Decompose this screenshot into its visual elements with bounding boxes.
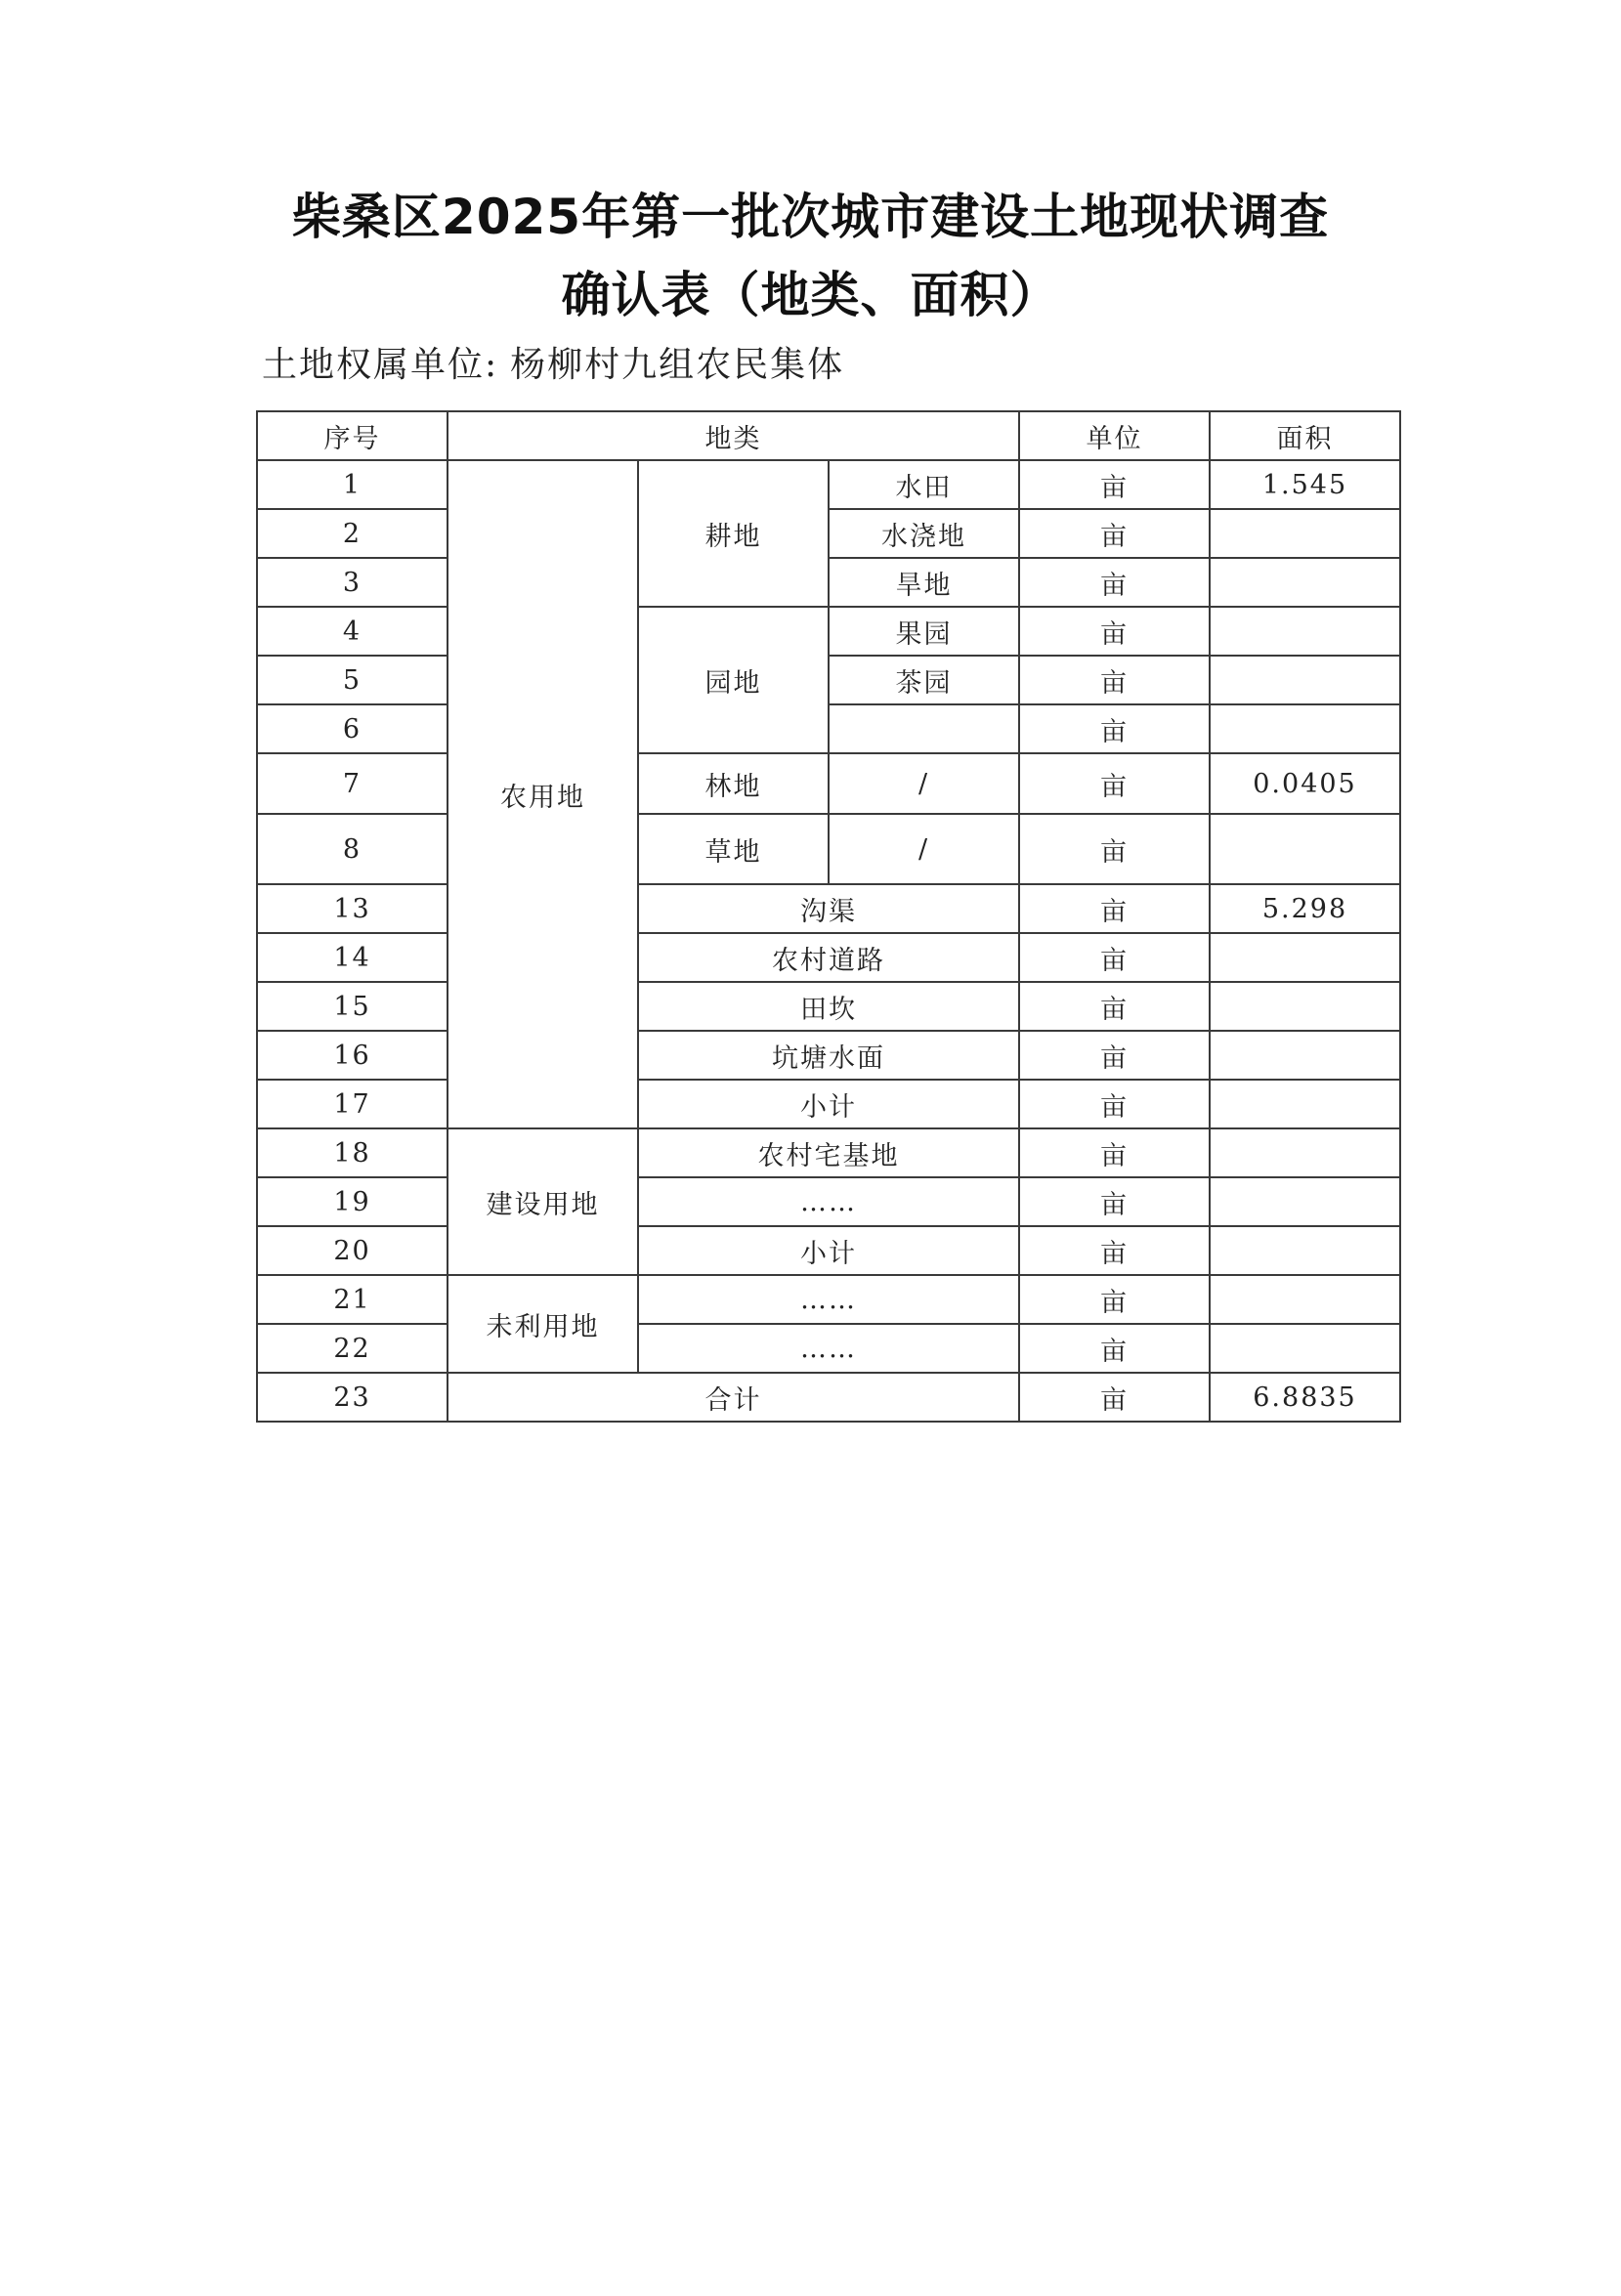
row-no: 18	[257, 1128, 448, 1177]
table-row-total	[257, 1373, 1400, 1422]
row-type: 小计	[638, 1080, 1019, 1128]
row-no: 16	[257, 1031, 448, 1080]
row-unit: 亩	[1019, 884, 1210, 933]
table-row	[257, 1177, 1400, 1226]
row-type: 农村道路	[638, 933, 1019, 982]
row-no: 14	[257, 933, 448, 982]
header-land-type: 地类	[448, 411, 1019, 460]
table-row	[257, 558, 1400, 607]
land-survey-table	[256, 410, 1401, 1423]
row-area	[1210, 1226, 1400, 1275]
row-no: 13	[257, 884, 448, 933]
row-type: 小计	[638, 1226, 1019, 1275]
group-unused: 未利用地	[448, 1275, 638, 1373]
row-type: 果园	[829, 607, 1019, 656]
table-row	[257, 509, 1400, 558]
row-unit: 亩	[1019, 1177, 1210, 1226]
row-area	[1210, 982, 1400, 1031]
row-no: 22	[257, 1324, 448, 1373]
row-unit: 亩	[1019, 1275, 1210, 1324]
row-area: 5.298	[1210, 884, 1400, 933]
row-no: 2	[257, 509, 448, 558]
row-type: 水浇地	[829, 509, 1019, 558]
row-no: 7	[257, 753, 448, 814]
table-row	[257, 1324, 1400, 1373]
table-row	[257, 814, 1400, 884]
row-area	[1210, 704, 1400, 753]
row-no: 23	[257, 1373, 448, 1422]
header-unit: 单位	[1019, 411, 1210, 460]
header-no: 序号	[257, 411, 448, 460]
row-type: 茶园	[829, 656, 1019, 704]
total-label: 合计	[448, 1373, 1019, 1422]
row-area	[1210, 558, 1400, 607]
row-unit: 亩	[1019, 558, 1210, 607]
table-row	[257, 933, 1400, 982]
row-unit: 亩	[1019, 1373, 1210, 1422]
group-construction: 建设用地	[448, 1128, 638, 1275]
group-forest: 林地	[638, 753, 829, 814]
row-no: 5	[257, 656, 448, 704]
row-unit: 亩	[1019, 753, 1210, 814]
row-unit: 亩	[1019, 814, 1210, 884]
row-area	[1210, 1275, 1400, 1324]
group-grass: 草地	[638, 814, 829, 884]
row-type: 旱地	[829, 558, 1019, 607]
table-row	[257, 884, 1400, 933]
row-unit: 亩	[1019, 704, 1210, 753]
row-type: ……	[638, 1177, 1019, 1226]
row-no: 21	[257, 1275, 448, 1324]
total-area: 6.8835	[1210, 1373, 1400, 1422]
row-no: 15	[257, 982, 448, 1031]
row-unit: 亩	[1019, 460, 1210, 509]
row-unit: 亩	[1019, 1080, 1210, 1128]
row-no: 19	[257, 1177, 448, 1226]
row-unit: 亩	[1019, 933, 1210, 982]
row-unit: 亩	[1019, 1031, 1210, 1080]
table-row	[257, 1031, 1400, 1080]
document-title-line1: 柴桑区2025年第一批次城市建设土地现状调查	[291, 189, 1330, 245]
row-no: 6	[257, 704, 448, 753]
table-row	[257, 656, 1400, 704]
row-area	[1210, 1177, 1400, 1226]
row-type: 水田	[829, 460, 1019, 509]
row-area	[1210, 1128, 1400, 1177]
row-no: 4	[257, 607, 448, 656]
row-unit: 亩	[1019, 509, 1210, 558]
land-owner	[262, 337, 844, 387]
table-row	[257, 607, 1400, 656]
row-area: 0.0405	[1210, 753, 1400, 814]
group-cultivated: 耕地	[638, 460, 829, 607]
row-area	[1210, 1031, 1400, 1080]
row-area	[1210, 814, 1400, 884]
group-agri: 农用地	[448, 460, 638, 1128]
table-row	[257, 704, 1400, 753]
row-area	[1210, 1324, 1400, 1373]
row-type: 农村宅基地	[638, 1128, 1019, 1177]
table-row	[257, 1080, 1400, 1128]
row-area	[1210, 607, 1400, 656]
row-unit: 亩	[1019, 1226, 1210, 1275]
row-no: 20	[257, 1226, 448, 1275]
document-title-line2: 确认表（地类、面积）	[561, 267, 1060, 323]
row-area	[1210, 933, 1400, 982]
row-type: ……	[638, 1275, 1019, 1324]
table-row	[257, 753, 1400, 814]
row-unit: 亩	[1019, 1324, 1210, 1373]
row-no: 8	[257, 814, 448, 884]
table-row	[257, 1275, 1400, 1324]
group-garden: 园地	[638, 607, 829, 753]
row-type: /	[829, 814, 1019, 884]
row-unit: 亩	[1019, 656, 1210, 704]
row-type: 沟渠	[638, 884, 1019, 933]
header-area: 面积	[1210, 411, 1400, 460]
table-row	[257, 982, 1400, 1031]
row-type: ……	[638, 1324, 1019, 1373]
row-unit: 亩	[1019, 607, 1210, 656]
row-type: /	[829, 753, 1019, 814]
row-unit: 亩	[1019, 1128, 1210, 1177]
table-row	[257, 1226, 1400, 1275]
row-area	[1210, 656, 1400, 704]
row-type: 坑塘水面	[638, 1031, 1019, 1080]
row-area	[1210, 1080, 1400, 1128]
row-no: 3	[257, 558, 448, 607]
land-owner-value: 杨柳村九组农民集体	[510, 345, 845, 385]
row-type: 田坎	[638, 982, 1019, 1031]
row-no: 17	[257, 1080, 448, 1128]
row-area	[1210, 509, 1400, 558]
row-area: 1.545	[1210, 460, 1400, 509]
land-owner-label: 土地权属单位:	[262, 345, 499, 385]
row-no: 1	[257, 460, 448, 509]
table-header-row	[257, 411, 1400, 460]
row-type	[829, 704, 1019, 753]
table-row	[257, 1128, 1400, 1177]
table-row	[257, 460, 1400, 509]
row-unit: 亩	[1019, 982, 1210, 1031]
